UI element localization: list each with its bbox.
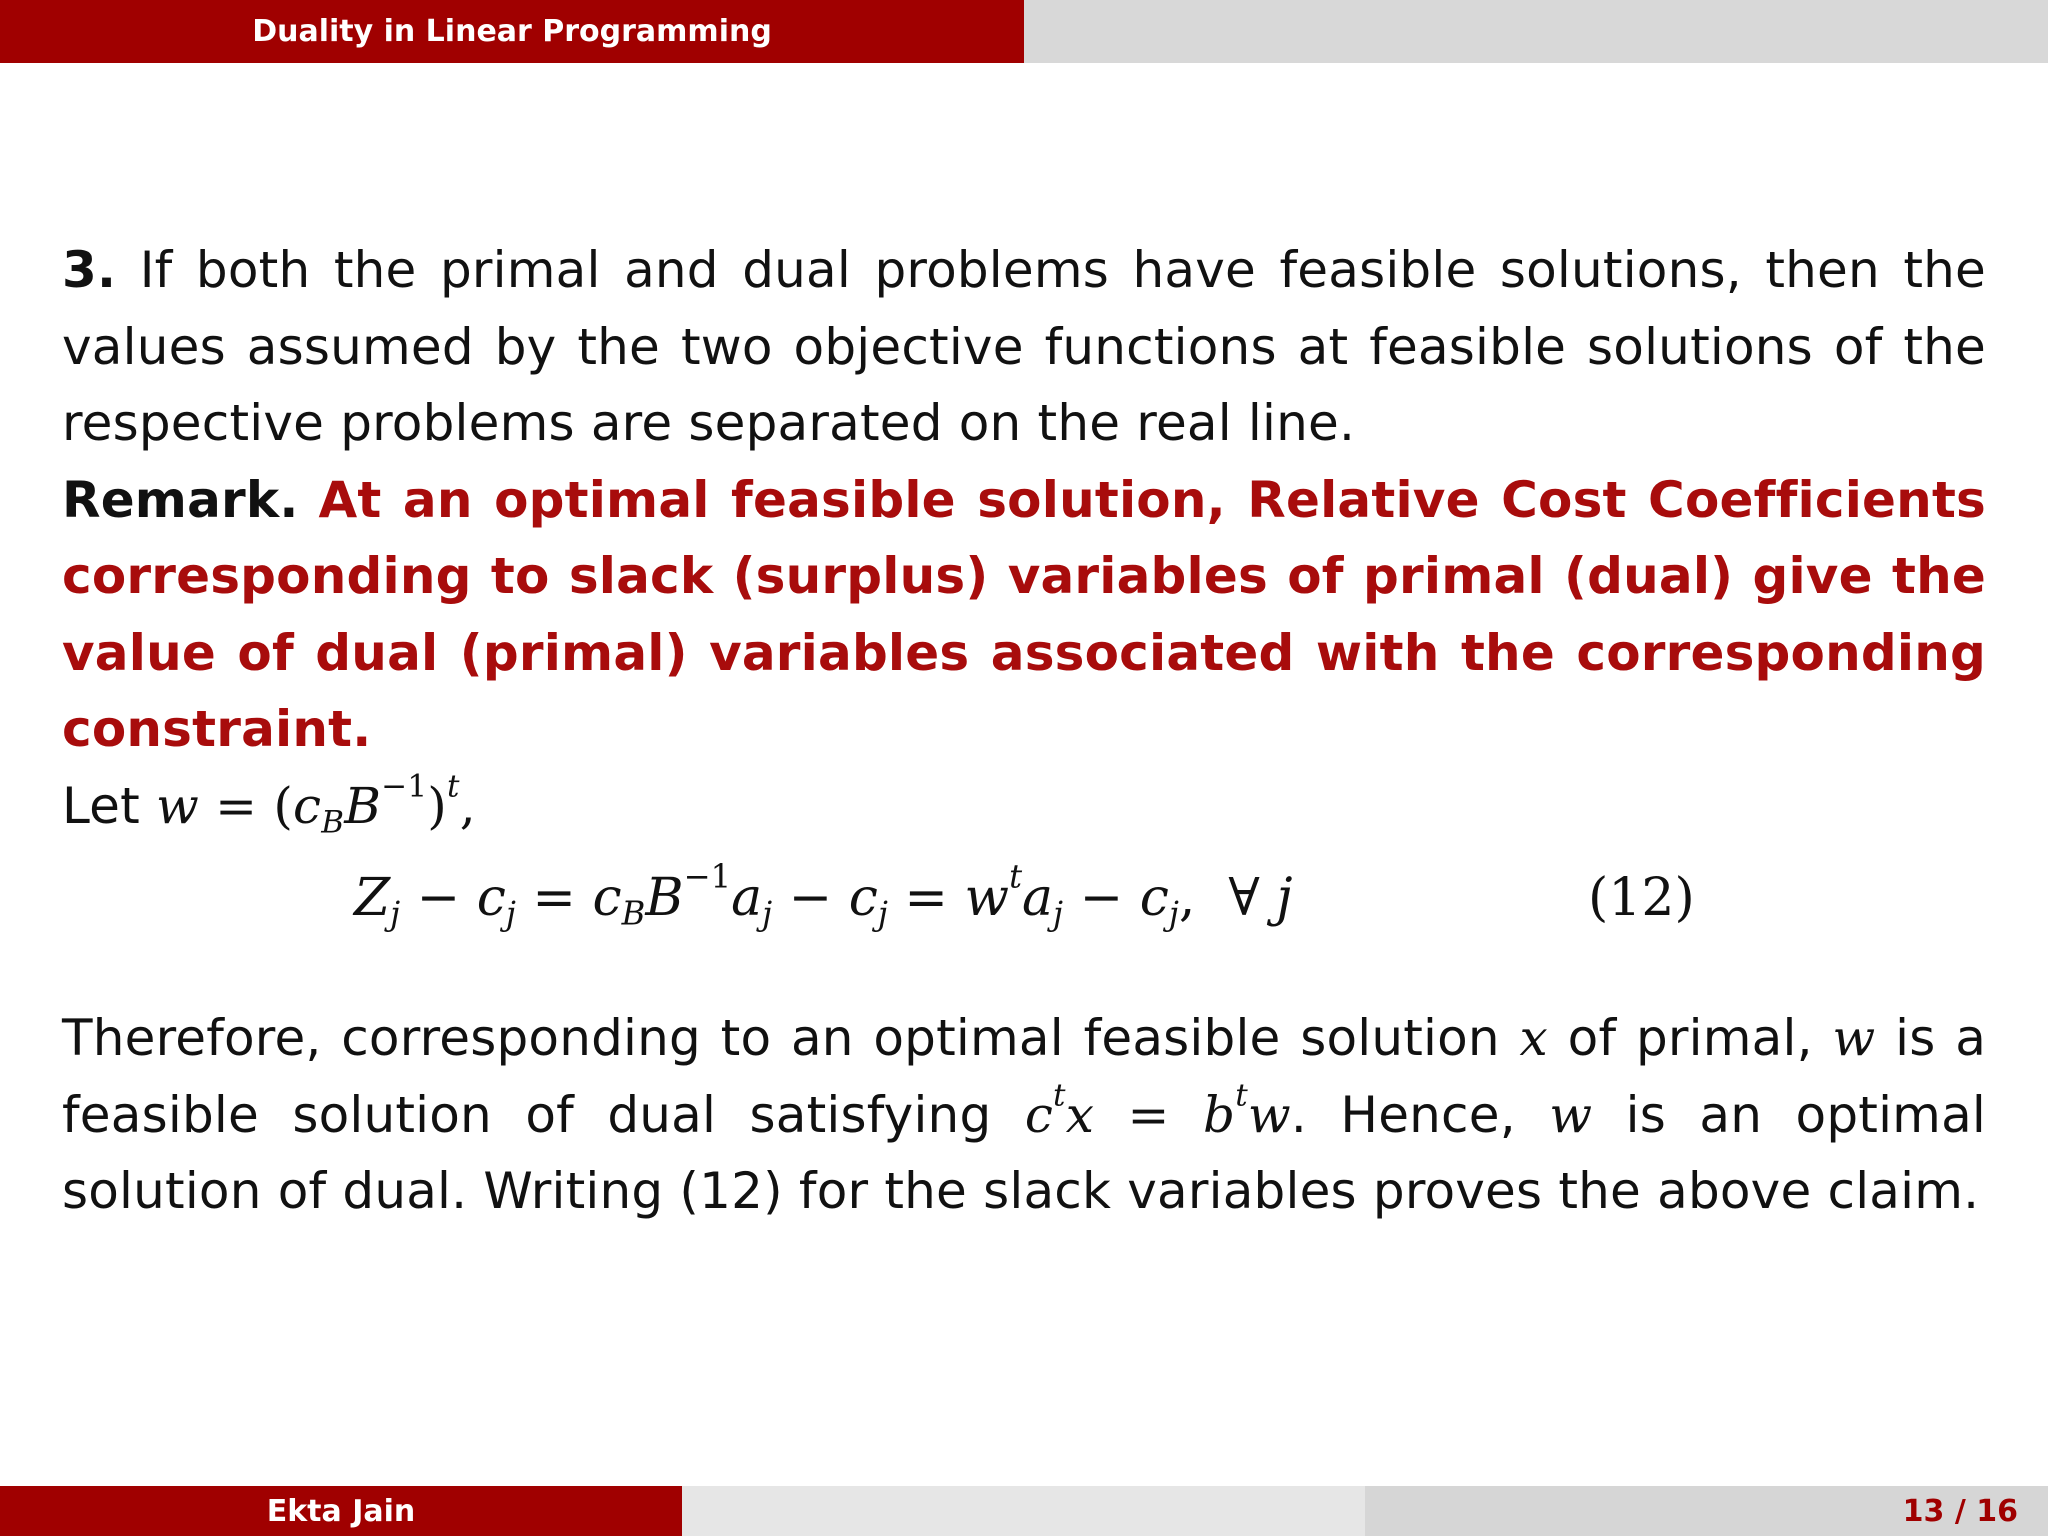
remark-label: Remark. — [62, 470, 299, 529]
therefore-paragraph: Therefore, corresponding to an optimal feasible solution x of primal, w is a feasible solution of dual satisfying $c^tx = b^tw$. Hence, w is an optimal solution of dual. Writing (12) for the slack variables proves the above claim. — [62, 1009, 1987, 1220]
footer-middle-bar — [682, 1486, 1365, 1536]
equation-number: (12) — [1588, 868, 1695, 928]
equation-row — [62, 850, 1986, 960]
slide-header — [0, 0, 2048, 63]
remark-text: At an optimal feasible solution, Relative Cost Coefficients corresponding to slack (surplus) variables of primal (dual) give the value of dual (primal) variables associated with the corresponding constraint. — [62, 470, 1987, 758]
header-title: Duality in Linear Programming — [0, 0, 1024, 63]
var-x: x — [1519, 1009, 1548, 1067]
let-definition: $w = (c_BB^{-1})^t$, — [156, 768, 476, 840]
slide-content — [62, 232, 1986, 1230]
var-w-2: w — [1549, 1085, 1593, 1144]
footer-page-number: 13 / 16 — [1365, 1486, 2048, 1536]
slide-footer — [0, 1486, 2048, 1536]
item-number: 3. — [62, 241, 117, 299]
item-text: If both the primal and dual problems have feasible solutions, then the values assumed by the two objective functions at feasible solutions of the respective problems are separated on the real line. — [62, 241, 1986, 452]
header-right-bar — [1024, 0, 2048, 63]
dual-equality: $c^tx = b^tw$ — [1024, 1077, 1291, 1144]
footer-author: Ekta Jain — [0, 1486, 682, 1536]
equation-12: $Z_j - c_j = c_BB^{-1}a_j - c_j = w^ta_j - c_j$, ∀ j — [354, 857, 1293, 933]
let-word: Let — [62, 776, 140, 835]
theorem-paragraph — [62, 232, 1986, 844]
var-w: w — [1832, 1009, 1876, 1067]
